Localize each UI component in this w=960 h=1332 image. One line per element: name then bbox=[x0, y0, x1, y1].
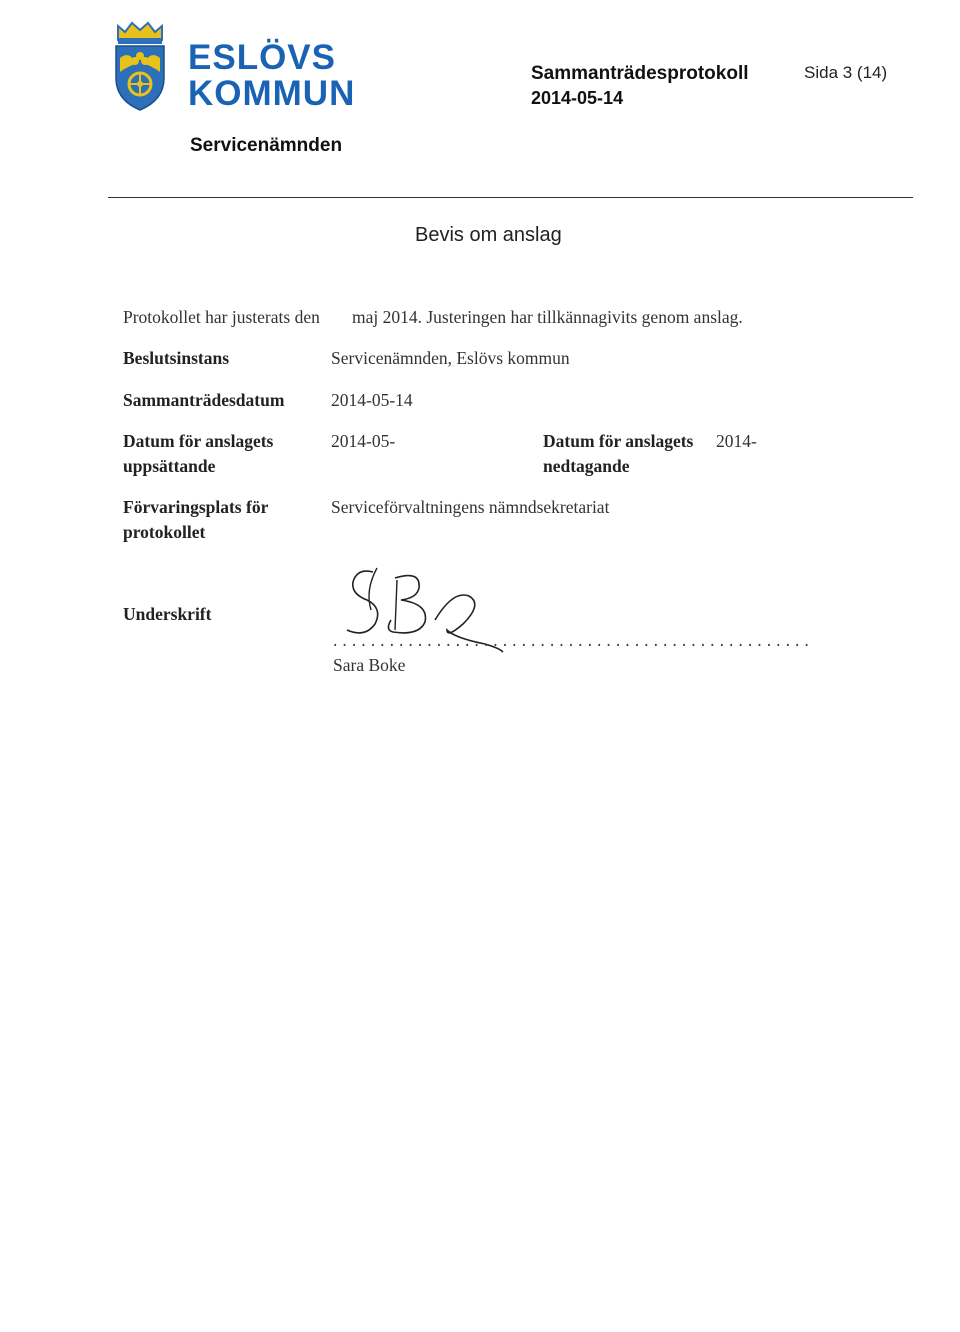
signature-line: ................................................... bbox=[331, 634, 812, 650]
posting-date-label-line1: Datum för anslagets bbox=[123, 431, 274, 451]
document-heading: Bevis om anslag bbox=[415, 224, 562, 246]
intro-text-right: maj 2014. Justeringen har tillkännagivits genom anslag. bbox=[352, 307, 743, 327]
coat-of-arms-icon bbox=[110, 20, 170, 112]
removal-date-label bbox=[543, 429, 693, 479]
storage-location-value: Serviceförvaltningens nämndsekretariat bbox=[331, 497, 610, 517]
removal-date-label-line2: nedtagande bbox=[543, 456, 630, 476]
brand-name-line2: KOMMUN bbox=[188, 74, 356, 113]
signatory-name: Sara Boke bbox=[333, 655, 406, 675]
signature-label: Underskrift bbox=[123, 604, 212, 624]
meeting-date-value: 2014-05-14 bbox=[331, 390, 413, 410]
storage-location-label bbox=[123, 495, 268, 545]
storage-location-label-line2: protokollet bbox=[123, 522, 206, 542]
posting-date-label bbox=[123, 429, 273, 479]
storage-location-label-line1: Förvaringsplats för bbox=[123, 497, 269, 517]
intro-text-left: Protokollet har justerats den bbox=[123, 307, 320, 327]
brand-name-line1: ESLÖVS bbox=[188, 38, 336, 77]
posting-date-label-line2: uppsättande bbox=[123, 456, 216, 476]
header-divider bbox=[108, 197, 913, 198]
posting-date-value: 2014-05- bbox=[331, 431, 396, 451]
municipality-logo bbox=[110, 20, 356, 115]
removal-date-value: 2014- bbox=[716, 431, 757, 451]
beslutsinstans-value: Servicenämnden, Eslövs kommun bbox=[331, 348, 570, 368]
protocol-date: 2014-05-14 bbox=[531, 88, 624, 108]
removal-date-label-line1: Datum för anslagets bbox=[543, 431, 694, 451]
page-indicator: Sida 3 (14) bbox=[804, 63, 888, 82]
meeting-date-label: Sammanträdesdatum bbox=[123, 390, 285, 410]
committee-name: Servicenämnden bbox=[190, 135, 343, 156]
beslutsinstans-label: Beslutsinstans bbox=[123, 348, 230, 368]
protocol-title: Sammanträdesprotokoll bbox=[531, 63, 749, 84]
